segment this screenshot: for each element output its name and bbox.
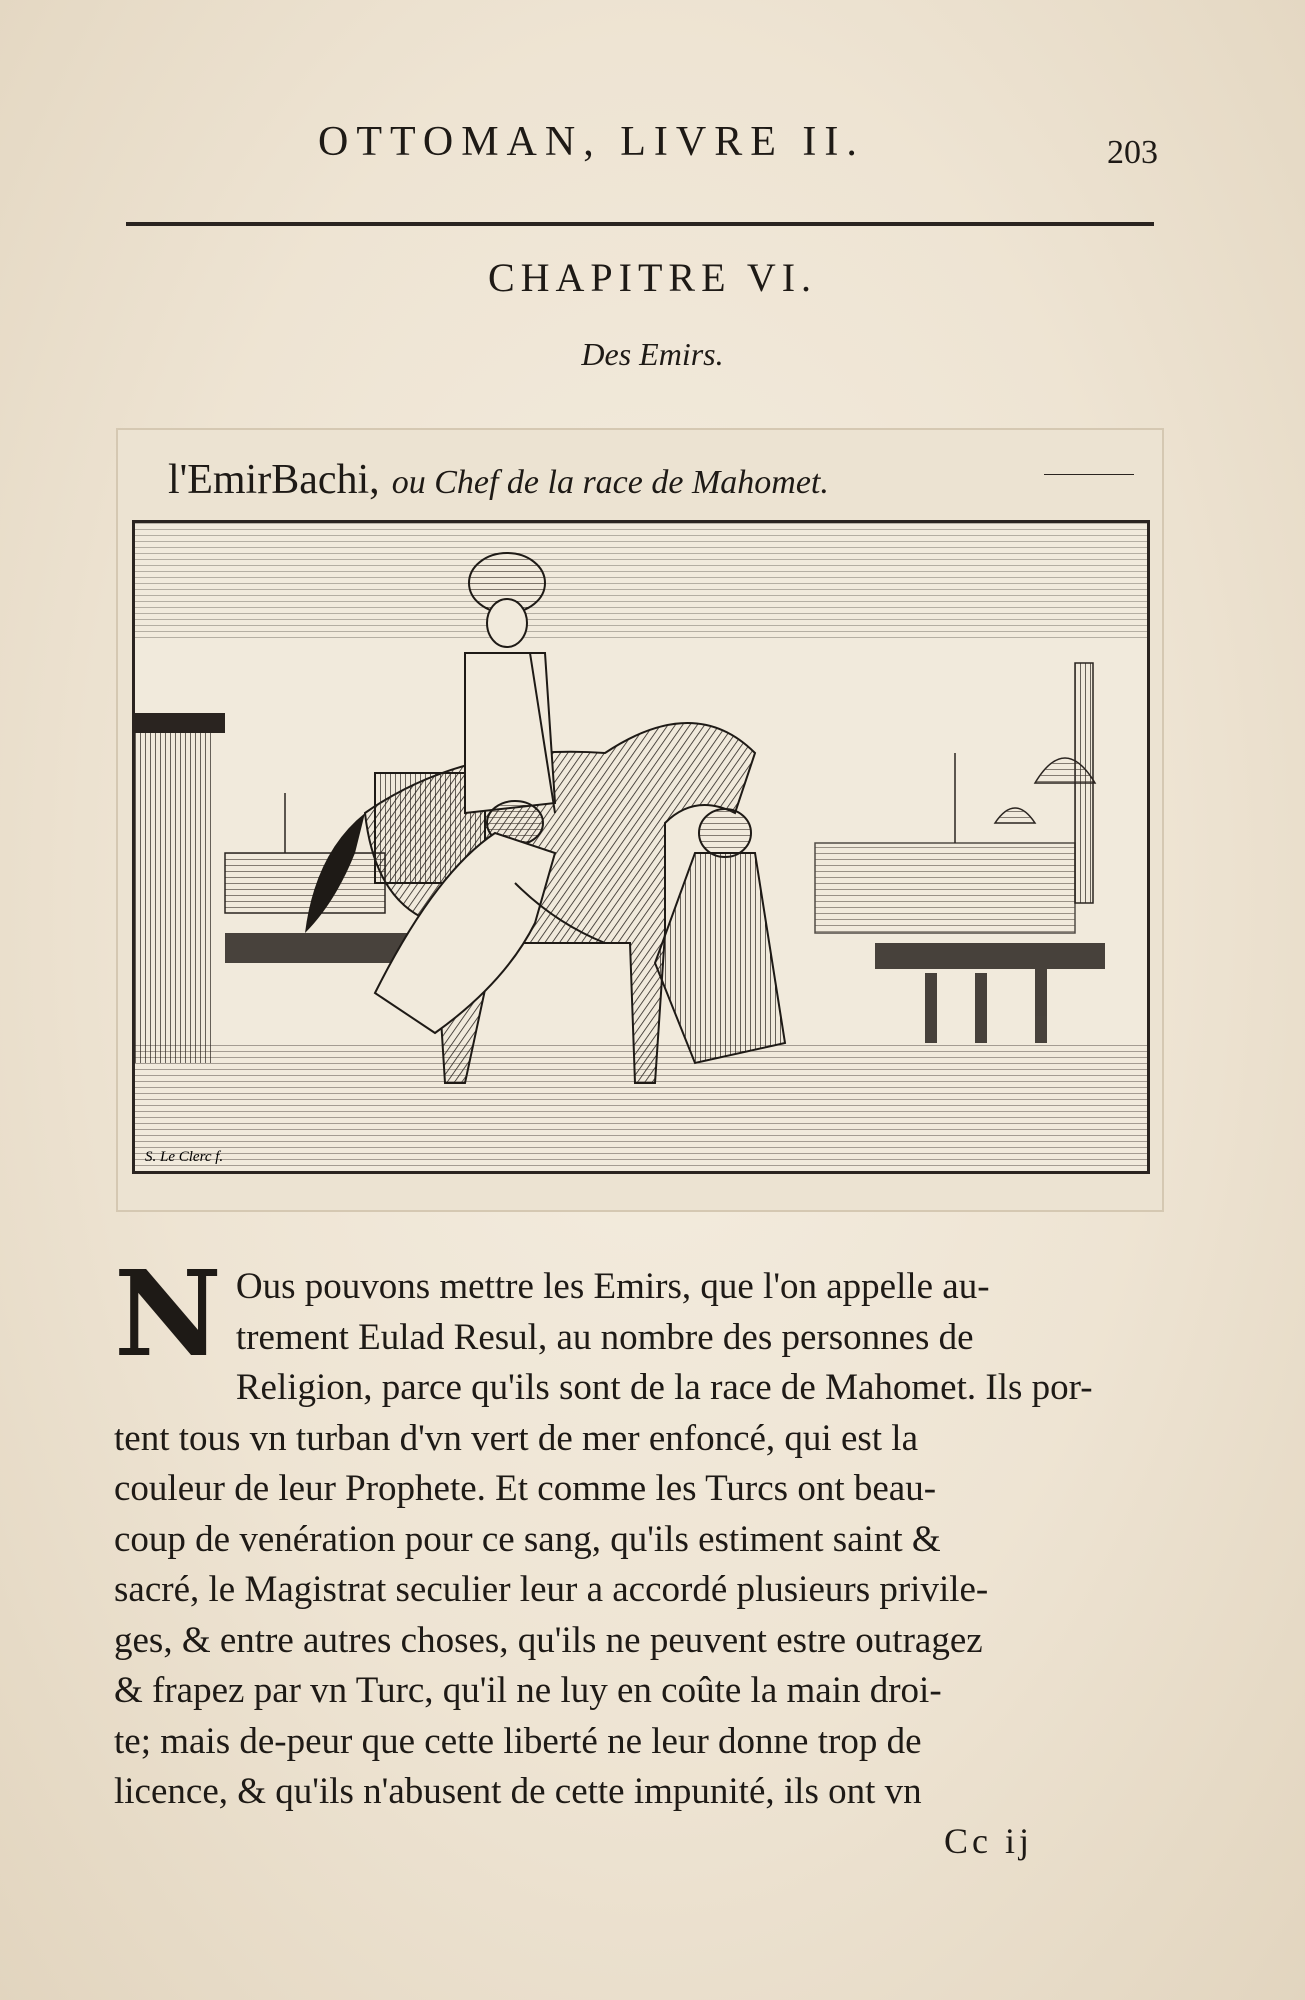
drop-cap: N (114, 1244, 222, 1383)
rider (465, 553, 555, 813)
engraver-signature: S. Le Clerc f. (145, 1149, 224, 1165)
chapter-subtitle: Des Emirs. (581, 336, 724, 372)
text-line: trement Eulad Resul, au nombre des personnes de (235, 1316, 974, 1358)
chapter-title: CHAPITRE VI. (487, 255, 818, 300)
caption-sub: ou Chef de la race de Mahomet. (391, 464, 829, 501)
body-text (114, 1244, 1164, 1818)
caption-main: l'EmirBachi, (168, 457, 380, 503)
engraving-drawing (135, 523, 1147, 1171)
tower-battlement (135, 713, 225, 733)
header-rule (126, 222, 1154, 226)
page-header (128, 118, 1158, 178)
plate-caption (168, 456, 829, 504)
text-line: Ous pouvons mettre les Emirs, que l'on appelle au- (235, 1266, 990, 1307)
text-line: ges, & entre autres choses, qu'ils ne peuvent estre outragez (114, 1619, 983, 1661)
left-tower (135, 723, 215, 1063)
text-line: coup de venération pour ce sang, qu'ils estiment saint & (114, 1518, 941, 1560)
text-line: licence, & qu'ils n'abusent de cette impunité, ils ont vn (114, 1771, 922, 1812)
sky-hatching (135, 523, 1147, 643)
text-line: couleur de leur Prophete. Et comme les Turcs ont beau- (114, 1468, 937, 1509)
engraving-illustration (132, 520, 1150, 1174)
text-line: te; mais de-peur que cette liberté ne leur donne trop de (114, 1720, 922, 1762)
caption-rule (1044, 474, 1134, 475)
running-title: OTTOMAN, LIVRE II. (318, 119, 865, 165)
page-number: 203 (1107, 134, 1158, 171)
bowing-figure-right (655, 809, 785, 1063)
signature-mark: Cc ij (944, 1821, 1033, 1861)
text-line: & frapez par vn Turc, qu'il ne luy en coûte la main droi- (114, 1670, 942, 1711)
text-line: Religion, parce qu'ils sont de la race de Mahomet. Ils por- (235, 1367, 1093, 1408)
text-line: tent tous vn turban d'vn vert de mer enfoncé, qui est la (114, 1417, 918, 1459)
text-line: sacré, le Magistrat seculier leur a accordé plusieurs privile- (114, 1569, 989, 1610)
